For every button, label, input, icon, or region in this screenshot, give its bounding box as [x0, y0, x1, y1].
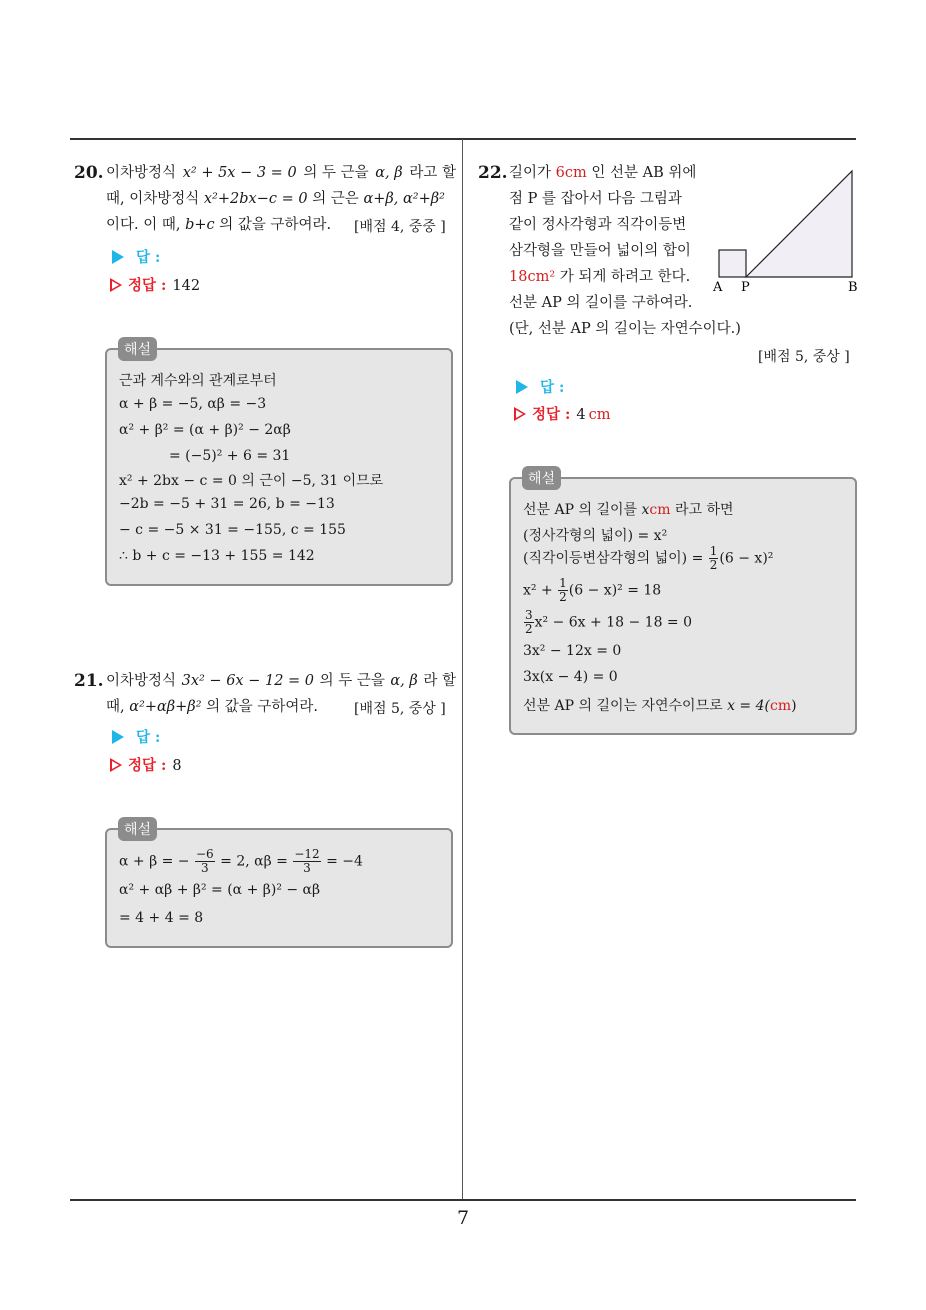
problem-21-correct-row: 정답 : 8: [110, 754, 182, 775]
problem-20-correct-row: 정답 : 142: [110, 274, 200, 295]
problem-21-score: [배점 5, 중상 ]: [354, 701, 446, 717]
problem-21-answer-row[interactable]: 답 :: [112, 726, 160, 747]
point-a-label: A: [713, 280, 723, 293]
column-divider: [462, 139, 463, 1201]
problem-20-number: 20.: [74, 163, 104, 183]
problem-20-solution-box: 근과 계수와의 관계로부터 α + β = −5, αβ = −3 α² + β² = (α + β)² − 2αβ = (−5)² + 6 = 31 x² + 2bx − c = 0 의 근이 −5, 31 이므로 −2b = −5 + 31 = 26, b = −13 − c = −5 × 31 = −155, c = 155 ∴ b + c = −13 + 155 = 142: [105, 348, 453, 586]
outline-arrow-icon: [514, 407, 526, 421]
fraction: $\frac{1}{2}$: [709, 544, 718, 572]
page-number: 7: [456, 1207, 470, 1229]
problem-22-solution-tag: 해설: [522, 466, 561, 490]
fraction: $\frac{-6}{3}$: [196, 847, 214, 875]
problem-21-solution-tag: 해설: [118, 817, 157, 841]
problem-22-solution-box: 선분 AP 의 길이를 xcm 라고 하면 (정사각형의 넓이) = x² (직각이등변삼각형의 넓이) = $\frac{1}{2}$ (6 − x)² x² + $\frac{1}{2}$ (6 − x)² = 18 $\frac{3}{2}$ x² − 6x + 18 − 18 = 0 3x² − 12x = 0 3x(x − 4) = 0 선분 AP 의 길이는 자연수이므로 x = 4(cm): [509, 477, 857, 735]
square-shape: [719, 250, 746, 277]
problem-22-answer-row[interactable]: 답 :: [516, 376, 564, 397]
problem-20-score: [배점 4, 중중 ]: [354, 219, 446, 235]
fraction: $\frac{-12}{3}$: [294, 847, 320, 875]
outline-arrow-icon: [110, 758, 122, 772]
fraction: $\frac{1}{2}$: [559, 576, 567, 604]
play-arrow-icon: [516, 380, 528, 394]
play-arrow-icon: [112, 250, 124, 264]
problem-21-solution-box: α + β = − $\frac{-6}{3}$ = 2, αβ = $\frac{-12}{3}$ = −4 α² + αβ + β² = (α + β)² − αβ = 4 + 4 = 8: [105, 828, 453, 948]
point-p-label: P: [741, 280, 750, 293]
problem-20-text: 이차방정식 x² + 5x − 3 = 0 의 두 근을 α, β 라고 할 때, 이차방정식 x²+2bx−c = 0 의 근은 α+β, α²+β² 이다. 이 때, b+c 의 값을 구하여라.: [106, 165, 456, 233]
bottom-rule: [70, 1199, 856, 1201]
problem-22-number: 22.: [478, 163, 508, 183]
right-triangle-shape: [746, 171, 852, 277]
problem-21-text: 이차방정식 3x² − 6x − 12 = 0 의 두 근을 α, β 라 할 때, α²+αβ+β² 의 값을 구하여라.: [106, 673, 456, 715]
play-arrow-icon: [112, 730, 124, 744]
problem-20-solution-tag: 해설: [118, 337, 157, 361]
problem-22-text: 길이가 6cm 인 선분 AB 위에 점 P 를 잡아서 다음 그림과 같이 정사각형과 직각이등변 삼각형을 만들어 넓이의 합이 18cm² 가 되게 하려고 한다. 선분 AP 의 길이를 구하여라. (단, 선분 AP 의 길이는 자연수이다.): [509, 165, 741, 337]
outline-arrow-icon: [110, 278, 122, 292]
square-triangle-figure: [712, 168, 862, 293]
top-rule: [70, 138, 856, 140]
problem-21-number: 21.: [74, 671, 104, 691]
fraction: $\frac{3}{2}$: [525, 608, 533, 636]
point-b-label: B: [848, 280, 858, 293]
problem-22-score: [배점 5, 중상 ]: [758, 349, 850, 365]
problem-22-correct-row: 정답 : 4 cm: [514, 403, 611, 424]
problem-20-answer-row[interactable]: 답 :: [112, 246, 160, 267]
